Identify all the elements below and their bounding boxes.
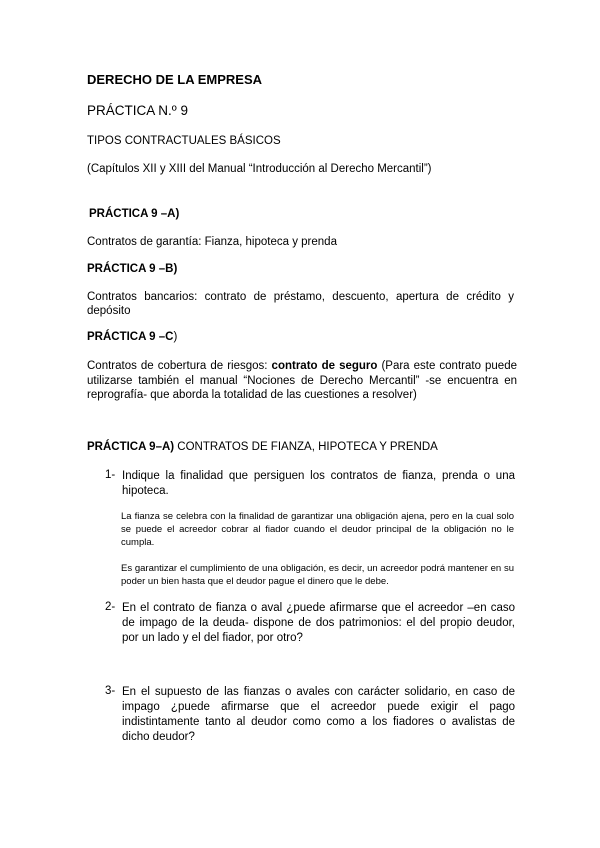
question-3-number: 3-: [105, 685, 116, 697]
section-c-text: [87, 359, 517, 403]
document-title: DERECHO DE LA EMPRESA: [87, 72, 263, 87]
section-c-heading-rest: ): [173, 331, 178, 343]
question-3-text: En el supuesto de las fianzas o avales con carácter solidario, en caso de impago ¿puede afirmarse que el acreedor puede exigir el pago indistintamente tanto al deudor como como a los fiadores o avalistas de dicho deudor?: [122, 686, 515, 743]
section-a-text: Contratos de garantía: Fianza, hipoteca y prenda: [87, 236, 337, 248]
practice-a-heading-rest: CONTRATOS DE FIANZA, HIPOTECA Y PRENDA: [174, 441, 438, 453]
section-b-heading: PRÁCTICA 9 –B): [87, 263, 178, 275]
section-c-text-after: (Para este contrato puede utilizarse también el manual “Nociones de Derecho Mercantil” -se encuentra en reprografía- que aborda la totalidad de las cuestiones a resolver): [87, 360, 517, 401]
section-c-text-bold: contrato de seguro: [271, 360, 378, 372]
question-1-text: Indique la finalidad que persiguen los contratos de fianza, prenda o una hipoteca.: [122, 470, 515, 497]
practice-a-heading-bold: PRÁCTICA 9–A): [87, 441, 175, 453]
practice-number: PRÁCTICA N.º 9: [87, 103, 188, 118]
section-c-heading-bold: PRÁCTICA 9 –C: [87, 331, 174, 343]
practice-a-heading: [87, 441, 438, 453]
question-1-answer-1: La fianza se celebra con la finalidad de garantizar una obligación ajena, pero en la cual solo se puede el acreedor cobrar al fiador cuando el deudor principal de la obligación no le cumpla.: [121, 511, 514, 548]
section-c-heading: [87, 331, 177, 343]
question-2-text: En el contrato de fianza o aval ¿puede afirmarse que el acreedor –en caso de impago de la deuda- dispone de dos patrimonios: el del propio deudor, por un lado y el del fiador, por otro?: [122, 602, 515, 644]
section-c-text-before: Contratos de cobertura de riesgos:: [87, 360, 272, 372]
section-a-heading: PRÁCTICA 9 –A): [89, 208, 180, 220]
section-b-text: Contratos bancarios: contrato de préstamo, descuento, apertura de crédito y depósito: [87, 291, 514, 317]
document-subtitle: TIPOS CONTRACTUALES BÁSICOS: [87, 135, 281, 147]
question-2-number: 2-: [105, 601, 116, 613]
chapters-note: (Capítulos XII y XIII del Manual “Introducción al Derecho Mercantil”): [87, 163, 432, 175]
question-1-answer-2: Es garantizar el cumplimiento de una obligación, es decir, un acreedor podrá mantener en su poder un bien hasta que el deudor pague el dinero que le debe.: [121, 563, 514, 587]
question-1-number: 1-: [105, 469, 116, 481]
